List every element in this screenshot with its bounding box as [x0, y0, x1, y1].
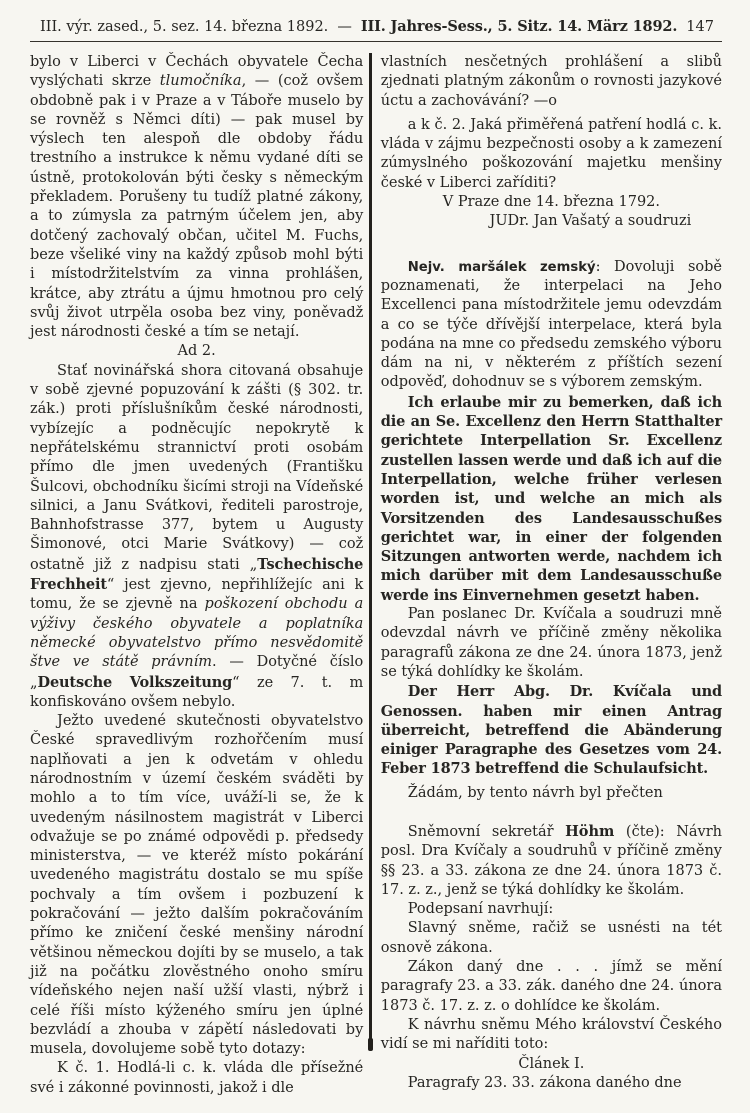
column-divider-rule — [369, 53, 372, 1041]
right-paragraph-13: Paragrafy 23. 33. zákona daného dne — [407, 1074, 682, 1091]
left-heading-ad2: Ad 2. — [177, 343, 216, 360]
left-paragraph-1 — [30, 53, 363, 342]
right-paragraph-3 — [381, 258, 722, 393]
right-paragraph-2: a k č. 2. Jaká přiměřená patření hodlá c. k. vláda v zájmu bezpečnosti osoby a k zamezení zúmyslného poškozování majetku menšiny české v Liberci zaříditi? — [380, 116, 722, 191]
paragraph-text: (čte): Návrh posl. Dra Kvíčaly a soudruhů v příčině změny §§ 23. a 33. zákona ze dne 24. února 1873 č. 17. z. z., jenž se týká dohlídky ke školám. — [380, 823, 722, 898]
paragraph-text-italic: tlumočníka — [159, 73, 242, 90]
right-paragraph-1: vlastních nesčetných prohlášení a slibů zjednati platným zákonům o rovnosti jazykové úctu a zachovávání? —o — [380, 54, 722, 109]
right-paragraph-5: Pan poslanec Dr. Kvíčala a soudruzi mně odevzdal návrh ve příčině změny několika paragrafů zákona ze dne 24. února 1873, jenž se týká dohlídky ke školám. — [380, 606, 722, 680]
header-dash: — — [337, 19, 352, 35]
paragraph-text-italic: poškození obchodu a výživy českého obyvatele a poplatníka německé obyvatelstvo přímo nesvědomitě štve ve státě právním — [30, 596, 364, 671]
right-column — [381, 53, 722, 1093]
paragraph-text: “ jest zjevno, nepřihlížejíc ani k tomu, že se zjevně na — [30, 577, 364, 613]
paragraph-text: Sněmovní sekretář — [407, 823, 566, 840]
right-paragraph-12: K návrhu sněmu Mého království Českého vidí se mi naříditi toto: — [380, 1016, 722, 1053]
left-column — [30, 53, 363, 1098]
left-paragraph-2 — [30, 362, 363, 712]
paragraph-text-fraktur: Deutsche Volkszeitung — [37, 673, 233, 691]
header-date-czech: III. výr. zased., 5. sez. 14. března 1892. — [40, 19, 329, 35]
right-paragraph-8 — [381, 822, 722, 900]
speaker-name-bold: Höhm — [565, 822, 615, 840]
signature-line: JUDr. Jan Vašatý a soudruzi — [489, 213, 692, 230]
article-heading: Článek I. — [518, 1055, 585, 1072]
speaker-name-bold: Nejv. maršálek zemský — [407, 259, 596, 275]
header-date-german: III. Jahres-Sess., 5. Sitz. 14. März 1892. — [360, 18, 678, 35]
right-paragraph-10: Slavný sněme, račiž se usnésti na tét osnově zákona. — [380, 920, 722, 956]
page-number: 147 — [686, 19, 714, 35]
dateline: V Praze dne 14. března 1792. — [442, 194, 661, 211]
right-paragraph-4-fraktur: Ich erlaube mir zu bemerken, daß ich die an Se. Excellenz den Herrn Statthalter gerichtete Interpellation Sr. Excellenz zustellen lassen werde und daß ich auf die Interpellation, welche früher verlesen worden ist, und welche an mich als Vorsitzenden des Landesausschußes gerichtet war, in einer der folgenden Sitzungen antworten werde, nachdem ich mich darüber mit dem Landesausschuße werde ins Einvernehmen gesetzt haben. — [380, 393, 722, 604]
paragraph-text: Stať novinářská shora citovaná obsahuje v sobě zjevné popuzování k zášti (§ 302. tr. zák.) proti příslušníkům české národnosti, vybízejíc a podněcujíc nepokrytě k nepřátelskému strannictví proti osobám přímo dle jmen uvedených (Františku Šulcovi, obchodníku šicími stroji na Vídeňské silnici, a Janu Svátkovi, řediteli parostroje, Bahnhofstrasse 377, bytem u Augusty Šimonové, otci Marie Svátkovy) — což ostatně již z nadpisu stati „ — [30, 362, 364, 573]
left-paragraph-3: Ježto uvedené skutečnosti obyvatelstvo České spravedlivým rozhořčením musí naplňovati a jen k odvetám v ohledu národnostním v území českém sváděti by mohlo a to tím více, uváží-li se, že k uvedeným násilnostem magistrát v Liberci odvažuje se po známé odpovědi p. předsedy ministerstva, — ve kteréž místo pokárání uvedeného magistrátu dostalo se mu spíše pochvaly a tím ovšem i pozbuzení k pokračování — ježto dalším pokračováním přímo ke zničení české menšiny národní většinou německou dojíti by se muselo, a tak již na počátku zlověstného onoho smíru vídeňského nejen naší užší vlasti, nýbrž i celé říši místo kýženého smíru jen úplné bezvládí a zhouba v zápětí následovati by musela, dovolujeme sobě tyto dotazy: — [30, 713, 364, 1058]
left-paragraph-4: K č. 1. Hodlá-li c. k. vláda dle přísežné své i zákonné povinnosti, jakož i dle — [30, 1060, 364, 1096]
right-paragraph-11: Zákon daný dne . . . jímž se mění paragrafy 23. a 33. zák. daného dne 24. února 1873 č. 17. z. z. o dohlídce ke školám. — [380, 959, 722, 1014]
page-header — [30, 16, 722, 42]
paragraph-text: . — Dotyčné číslo „ — [30, 654, 364, 691]
two-column-body — [30, 53, 722, 1098]
right-paragraph-7: Žádám, by tento návrh byl přečten — [407, 784, 663, 801]
paragraph-text: , — (což ovšem obdobně pak i v Praze a v Táboře muselo by se rovněž s Němci díti) — pak musel by výslech ten alespoň dle obdoby řádu trestního a instrukce k němu vydané díti se ústně, protokolován býti česky s německým překladem. Porušeny tu tudíž platné zákony, a to zúmysla za patrným účelem jen, aby dotčený zachovalý občan, učitel M. Fuchs, beze všeliké viny na každý způsob mohl býti i místodržitelstvím za vinna prohlášen, krátce, aby ztrátu a újmu hmotnou pro celý svůj život utrpěla osoba bez viny, poněvadž jest národnosti české a tím se netají. — [30, 73, 364, 341]
right-paragraph-9: Podepsaní navrhují: — [407, 901, 554, 918]
paragraph-text: “ ze 7. t. m konfiskováno ovšem nebylo. — [30, 674, 364, 710]
paragraph-text-fraktur: Tschechische Frechheit — [30, 555, 364, 594]
right-paragraph-6-fraktur: Der Herr Abg. Dr. Kvíčala und Genossen. haben mir einen Antrag überreicht, betreffend die Abänderung einiger Paragraphe des Gesetzes vom 24. Feber 1873 betreffend die Schulaufsicht. — [380, 683, 722, 778]
paragraph-text: : Dovoluji sobě poznamenati, že interpelaci na Jeho Excellenci pana místodržitele jemu odevzdám a co se týče dřívější interpelace, která byla podána na mne co předsedu zemského výboru dám na ni, v některém z příštích sezení odpověď, dohodnuv se s výborem zemským. — [380, 258, 722, 391]
paragraph-text: bylo v Liberci v Čechách obyvatele Čecha vyslýchati skrze — [30, 54, 364, 90]
